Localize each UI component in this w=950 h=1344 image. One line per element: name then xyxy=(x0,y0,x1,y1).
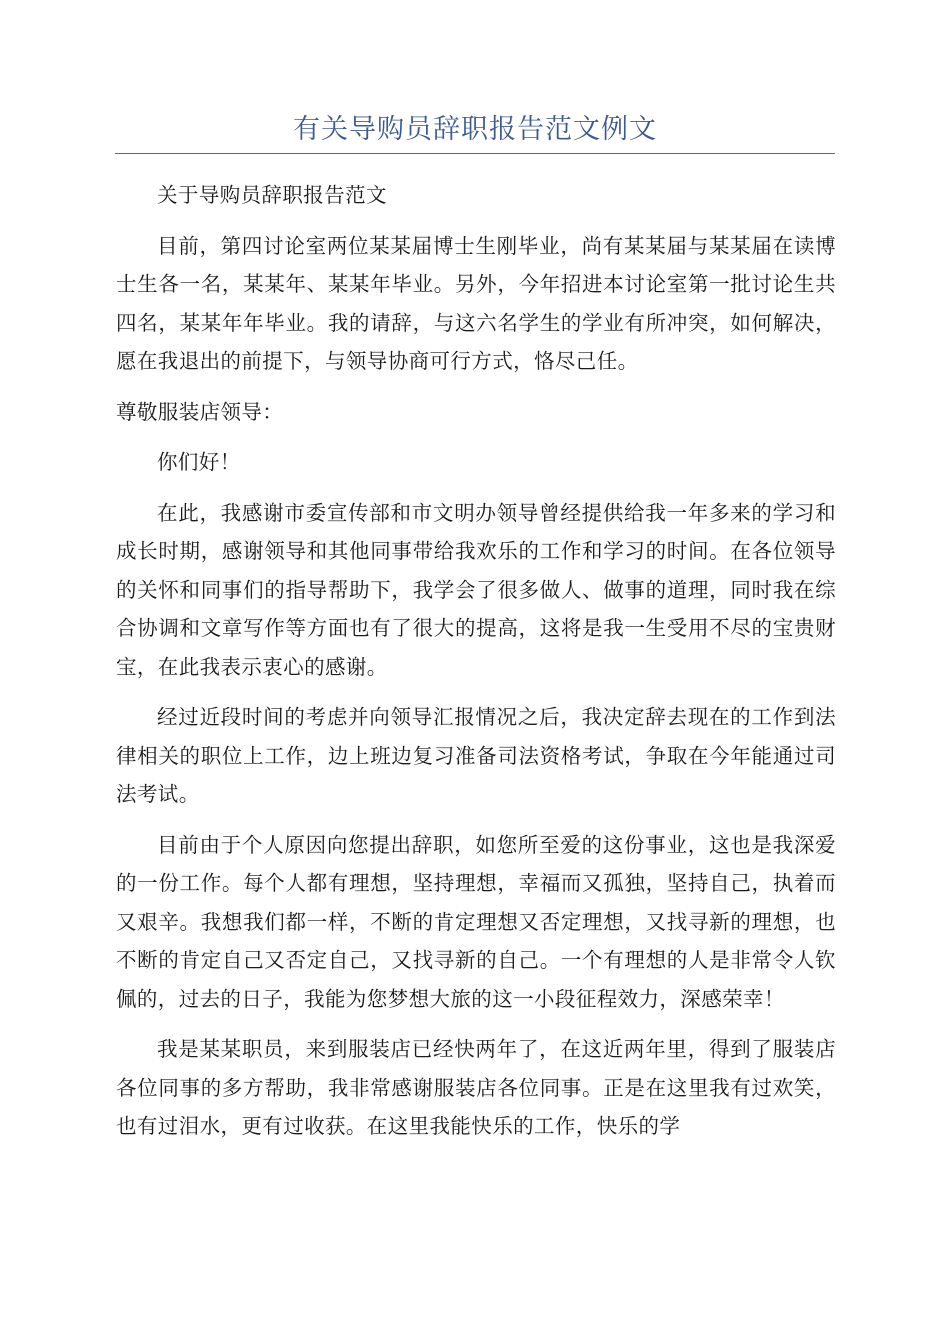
paragraph-decision: 经过近段时间的考虑并向领导汇报情况之后，我决定辞去现在的工作到法律相关的职位上工作，边上班边复习准备司法资格考试，争取在今年能通过司法考试。 xyxy=(116,705,836,806)
document-body xyxy=(116,176,836,1158)
title-underline xyxy=(115,153,835,154)
paragraph-experience: 我是某某职员，来到服装店已经快两年了，在这近两年里，得到了服装店各位同事的多方帮助，我非常感谢服装店各位同事。正是在这里我有过欢笑，也有过泪水，更有过收获。在这里我能快乐的工作，快乐的学 xyxy=(116,1037,836,1138)
paragraph-thanks: 在此，我感谢市委宣传部和市文明办领导曾经提供给我一年多来的学习和成长时期，感谢领导和其他同事带给我欢乐的工作和学习的时间。在各位领导的关怀和同事们的指导帮助下，我学会了很多做人、做事的道理，同时我在综合协调和文章写作等方面也有了很大的提高，这将是我一生受用不尽的宝贵财宝，在此我表示衷心的感谢。 xyxy=(116,500,836,679)
paragraph-subtitle: 关于导购员辞职报告范文 xyxy=(157,183,387,207)
paragraph-salutation: 尊敬服装店领导： xyxy=(116,399,284,424)
document-title: 有关导购员辞职报告范文例文 xyxy=(293,114,657,145)
paragraph-reason: 目前由于个人原因向您提出辞职，如您所至爱的这份事业，这也是我深爱的一份工作。每个人都有理想，坚持理想，幸福而又孤独，坚持自己，执着而又艰辛。我想我们都一样，不断的肯定理想又否定理想，又找寻新的理想，也不断的肯定自己又否定自己，又找寻新的自己。一个有理想的人是非常令人钦佩的，过去的日子，我能为您梦想大旅的这一小段征程效力，深感荣幸！ xyxy=(116,832,836,1011)
paragraph-greeting: 你们好！ xyxy=(157,450,241,474)
paragraph-intro: 目前，第四讨论室两位某某届博士生刚毕业，尚有某某届与某某届在读博士生各一名，某某年、某某年毕业。另外，今年招进本讨论室第一批讨论生共四名，某某年年毕业。我的请辞，与这六名学生的学业有所冲突，如何解决，愿在我退出的前提下，与领导协商可行方式，恪尽己任。 xyxy=(116,233,836,373)
